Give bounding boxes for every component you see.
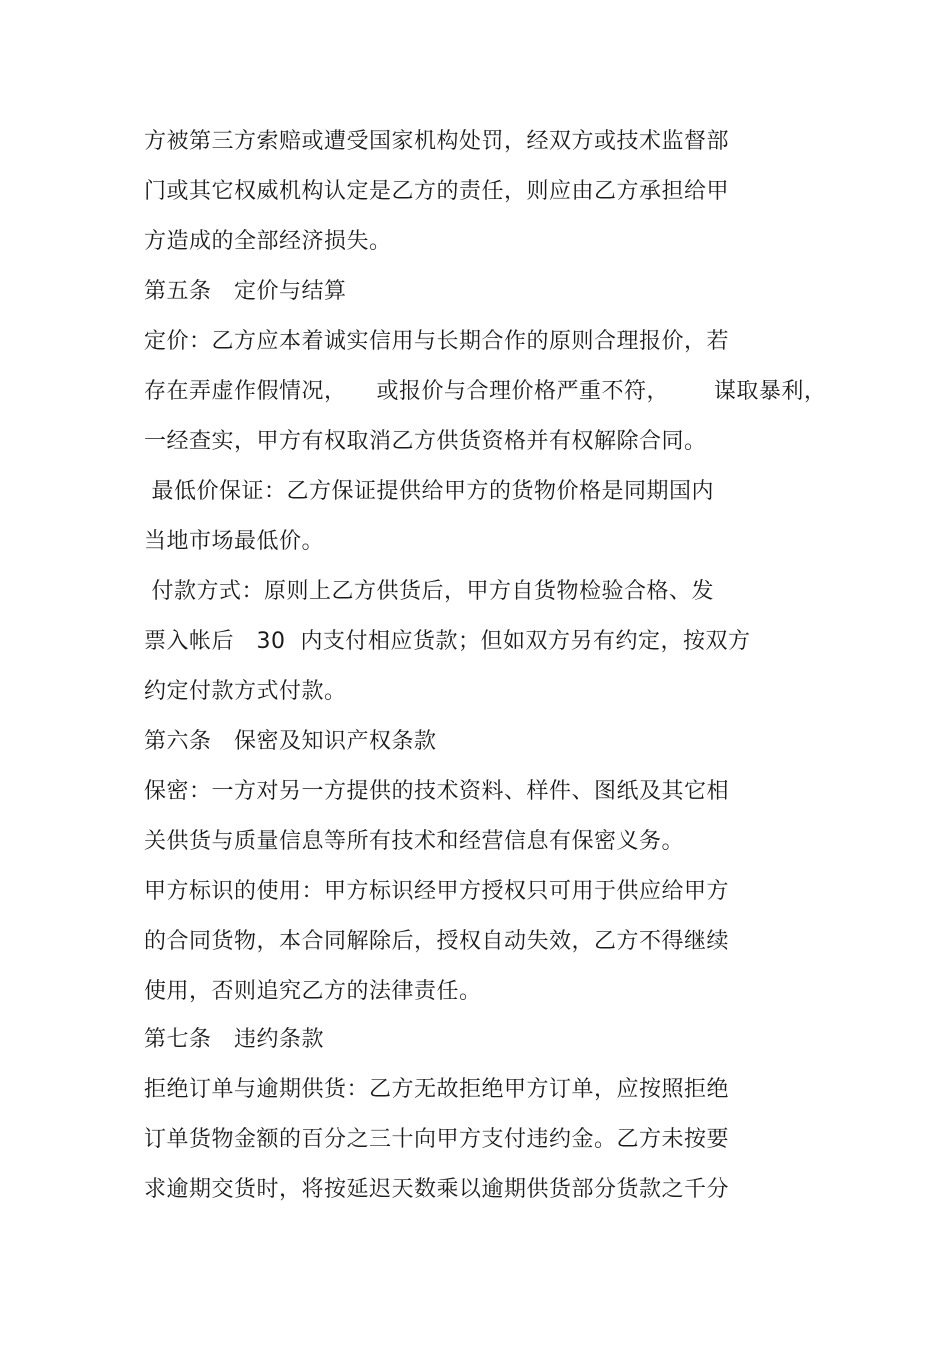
text-line: 的合同货物，本合同解除后，授权自动失效，乙方不得继续 (144, 929, 730, 954)
text-line: 保密：一方对另一方提供的技术资料、样件、图纸及其它相 (144, 779, 730, 804)
section-heading: 第六条 保密及知识产权条款 (144, 729, 437, 754)
text-line: 定价：乙方应本着诚实信用与长期合作的原则合理报价，若 (144, 329, 730, 354)
text-line: 当地市场最低价。 (144, 529, 325, 554)
text-line: 约定付款方式付款。 (144, 679, 347, 704)
text-line: 付款方式：原则上乙方供货后，甲方自货物检验合格、发 (144, 579, 714, 604)
section-heading: 第七条 违约条款 (144, 1027, 324, 1052)
text-line: 一经查实，甲方有权取消乙方供货资格并有权解除合同。 (144, 429, 707, 454)
text-line: 票入帐后 30 内支付相应货款；但如双方另有约定，按双方 (144, 629, 751, 654)
section-heading: 第五条 定价与结算 (144, 279, 347, 304)
text-line: 方被第三方索赔或遭受国家机构处罚，经双方或技术监督部 (144, 129, 730, 154)
text-line: 存在弄虚作假情况， 或报价与合理价格严重不符， 谋取暴利， (144, 379, 827, 404)
text-line: 拒绝订单与逾期供货：乙方无故拒绝甲方订单，应按照拒绝 (144, 1077, 730, 1102)
text-line: 甲方标识的使用：甲方标识经甲方授权只可用于供应给甲方 (144, 879, 730, 904)
text-line: 使用，否则追究乙方的法律责任。 (144, 979, 482, 1004)
text-line: 关供货与质量信息等所有技术和经营信息有保密义务。 (144, 829, 685, 854)
text-line: 最低价保证：乙方保证提供给甲方的货物价格是同期国内 (144, 479, 714, 504)
text-line: 门或其它权威机构认定是乙方的责任，则应由乙方承担给甲 (144, 179, 730, 204)
text-line: 订单货物金额的百分之三十向甲方支付违约金。乙方未按要 (144, 1127, 730, 1152)
text-line: 求逾期交货时，将按延迟天数乘以逾期供货部分货款之千分 (144, 1177, 730, 1202)
text-line: 方造成的全部经济损失。 (144, 229, 392, 254)
